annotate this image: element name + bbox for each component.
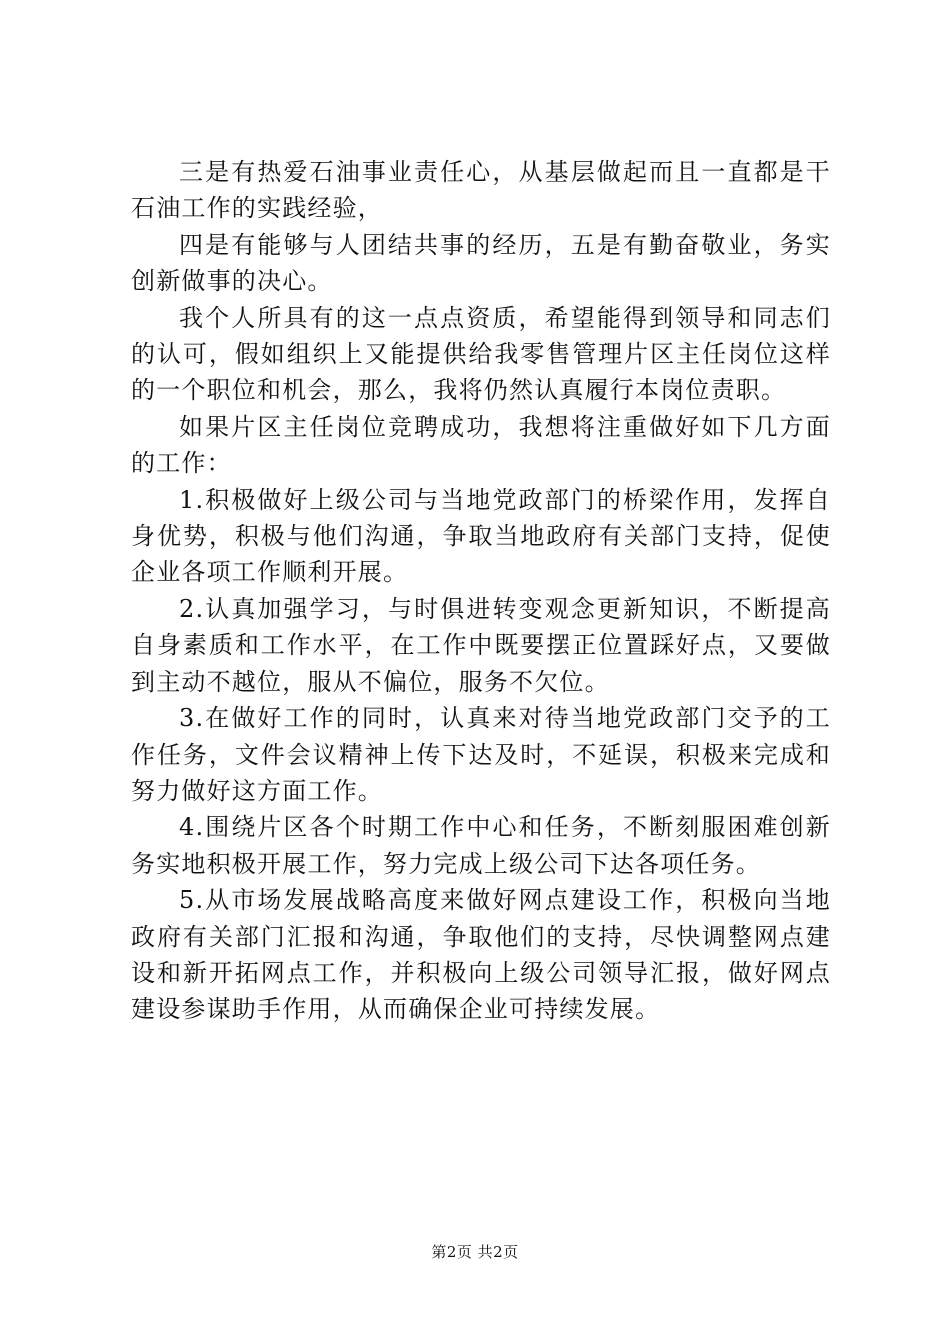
- paragraph-plan-item-1: 1.积极做好上级公司与当地党政部门的桥梁作用，发挥自身优势，积极与他们沟通，争取当地政府有关部门支持，促使企业各项工作顺利开展。: [131, 485, 831, 587]
- page-number-footer: 第2页 共2页: [431, 1243, 519, 1261]
- paragraph-plan-item-3: 3.在做好工作的同时，认真来对待当地党政部门交予的工作任务，文件会议精神上传下达及时，不延误，积极来完成和努力做好这方面工作。: [131, 704, 831, 805]
- paragraph-qualification-3: 三是有热爱石油事业责任心，从基层做起而且一直都是干石油工作的实践经验，: [131, 158, 831, 223]
- document-body: [131, 154, 831, 1028]
- paragraph-plan-item-5: 5.从市场发展战略高度来做好网点建设工作，积极向当地政府有关部门汇报和沟通，争取他们的支持，尽快调整网点建设和新开拓网点工作，并积极向上级公司领导汇报，做好网点建设参谋助手作用，从而确保企业可持续发展。: [131, 886, 831, 1024]
- paragraph-personal-statement: 我个人所具有的这一点点资质，希望能得到领导和同志们的认可，假如组织上又能提供给我零售管理片区主任岗位这样的一个职位和机会，那么，我将仍然认真履行本岗位责职。: [131, 303, 831, 405]
- paragraph-plan-item-4: 4.围绕片区各个时期工作中心和任务，不断刻服困难创新务实地积极开展工作，努力完成上级公司下达各项任务。: [131, 813, 831, 878]
- paragraph-qualification-4-5: 四是有能够与人团结共事的经历，五是有勤奋敬业，务实创新做事的决心。: [131, 230, 831, 296]
- paragraph-plan-item-2: 2.认真加强学习，与时俱进转变观念更新知识，不断提高自身素质和工作水平，在工作中既要摆正位置踩好点，又要做到主动不越位，服从不偏位，服务不欠位。: [131, 594, 831, 696]
- paragraph-work-plan-intro: 如果片区主任岗位竞聘成功，我想将注重做好如下几方面的工作：: [131, 412, 831, 478]
